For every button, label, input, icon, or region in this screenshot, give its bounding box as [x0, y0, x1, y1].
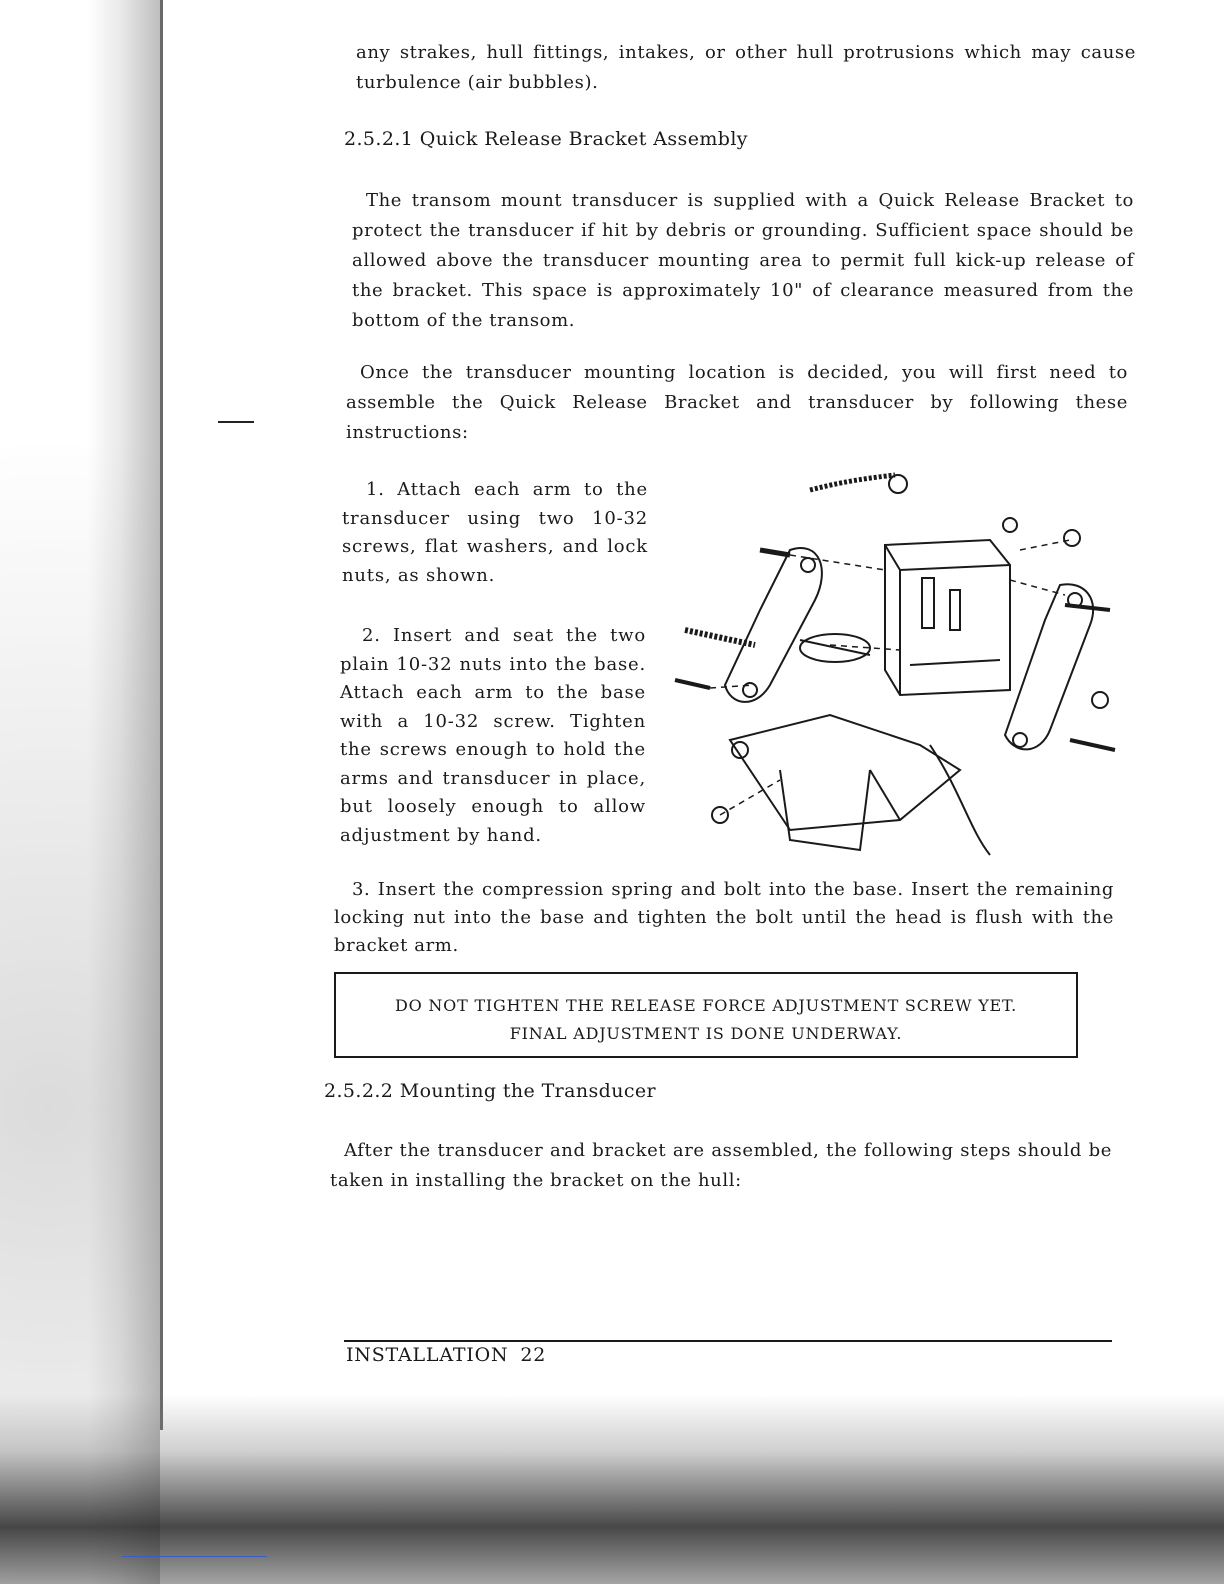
- scan-page-edge: [160, 0, 163, 1430]
- step-3: 3. Insert the compression spring and bolt into the base. Insert the remaining locking nut into the base and tighten the bolt until the head is flush with the bracket arm.: [334, 879, 1114, 956]
- link-underline: [122, 1556, 267, 1557]
- transducer-body: [885, 540, 1010, 695]
- quick-release-paragraph: The transom mount transducer is supplied with a Quick Release Bracket to protect the transducer if hit by debris or grounding. Sufficient space should be allowed above the transducer mounting area to permit full kick-up release of the bracket. This space is approximately 10" of clearance measured from the bottom of the transom.: [352, 190, 1134, 331]
- warning-box: [334, 972, 1078, 1058]
- bracket-assembly-diagram: [660, 470, 1130, 860]
- page-number: 22: [520, 1344, 547, 1366]
- page-footer: [346, 1344, 546, 1366]
- intro-paragraph: any strakes, hull fittings, intakes, or other hull protrusions which may cause turbulence (air bubbles).: [356, 42, 1136, 93]
- section-heading-2521: 2.5.2.1 Quick Release Bracket Assembly: [344, 128, 748, 150]
- footer-rule: [344, 1340, 1112, 1342]
- compression-spring: [685, 475, 907, 645]
- bracket-arm-left: [725, 548, 822, 702]
- assembly-intro-paragraph: Once the transducer mounting location is decided, you will first need to assemble the Quick Release Bracket and transducer by following these instructions:: [346, 362, 1128, 443]
- warning-line-1: DO NOT TIGHTEN THE RELEASE FORCE ADJUSTMENT SCREW YET.: [394, 996, 1018, 1015]
- bracket-arm-right: [1005, 584, 1093, 749]
- margin-mark: [218, 421, 254, 423]
- bracket-base: [712, 715, 990, 855]
- footer-section-label: INSTALLATION: [346, 1344, 509, 1366]
- mounting-paragraph: After the transducer and bracket are assembled, the following steps should be taken in installing the bracket on the hull:: [330, 1140, 1112, 1191]
- step-2: 2. Insert and seat the two plain 10-32 nuts into the base. Attach each arm to the base with a 10-32 screw. Tighten the screws enough to hold the arms and transducer in place, but loosely enough to allow adjustment by hand.: [340, 625, 646, 846]
- warning-line-2: FINAL ADJUSTMENT IS DONE UNDERWAY.: [509, 1024, 903, 1043]
- step-1: 1. Attach each arm to the transducer using two 10-32 screws, flat washers, and lock nuts, as shown.: [342, 479, 648, 586]
- scan-shadow-left: [0, 0, 160, 1584]
- section-heading-2522: 2.5.2.2 Mounting the Transducer: [324, 1080, 657, 1102]
- cylinder-pin: [800, 634, 870, 662]
- screws: [675, 518, 1115, 750]
